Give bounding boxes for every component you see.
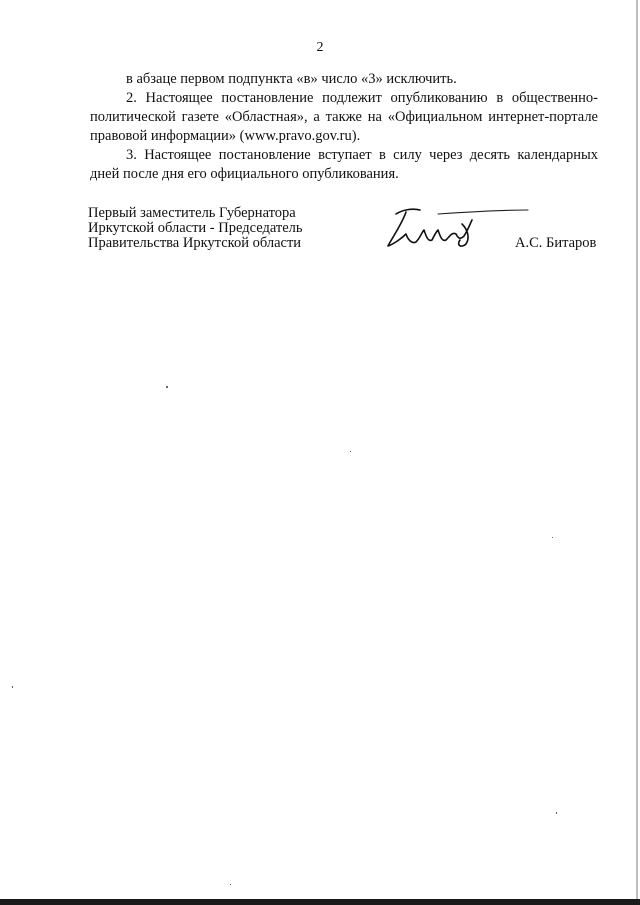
scan-bottom-edge (0, 899, 640, 905)
signer-title (88, 206, 303, 251)
paragraph-publication: 2. Настоящее постановление подлежит опубликованию в общественно-политической газете «Областная», а также на «Официальном интернет-портале правовой информации» (www.pravo.gov.ru). (90, 90, 598, 144)
scan-edge (636, 0, 638, 905)
signer-title-line: Правительства Иркутской области (88, 235, 302, 251)
scan-speck (12, 686, 13, 688)
signer-title-line: Иркутской области - Председатель (88, 220, 303, 236)
paragraph-continuation: в абзаце первом подпункта «в» число «3» исключить. (126, 71, 457, 87)
paragraph-effective-date: 3. Настоящее постановление вступает в силу через десять календарных дней после дня его официального опубликования. (90, 147, 598, 182)
page-number: 2 (316, 40, 324, 55)
document-body (90, 70, 598, 184)
signer-title-line: Первый заместитель Губернатора (88, 205, 296, 221)
scan-speck (552, 537, 553, 538)
scan-speck (350, 451, 351, 452)
scan-speck (230, 884, 231, 885)
scan-speck (556, 812, 557, 814)
scan-speck (166, 386, 168, 388)
handwritten-signature (376, 200, 536, 260)
signer-name: А.С. Битаров (515, 235, 597, 251)
